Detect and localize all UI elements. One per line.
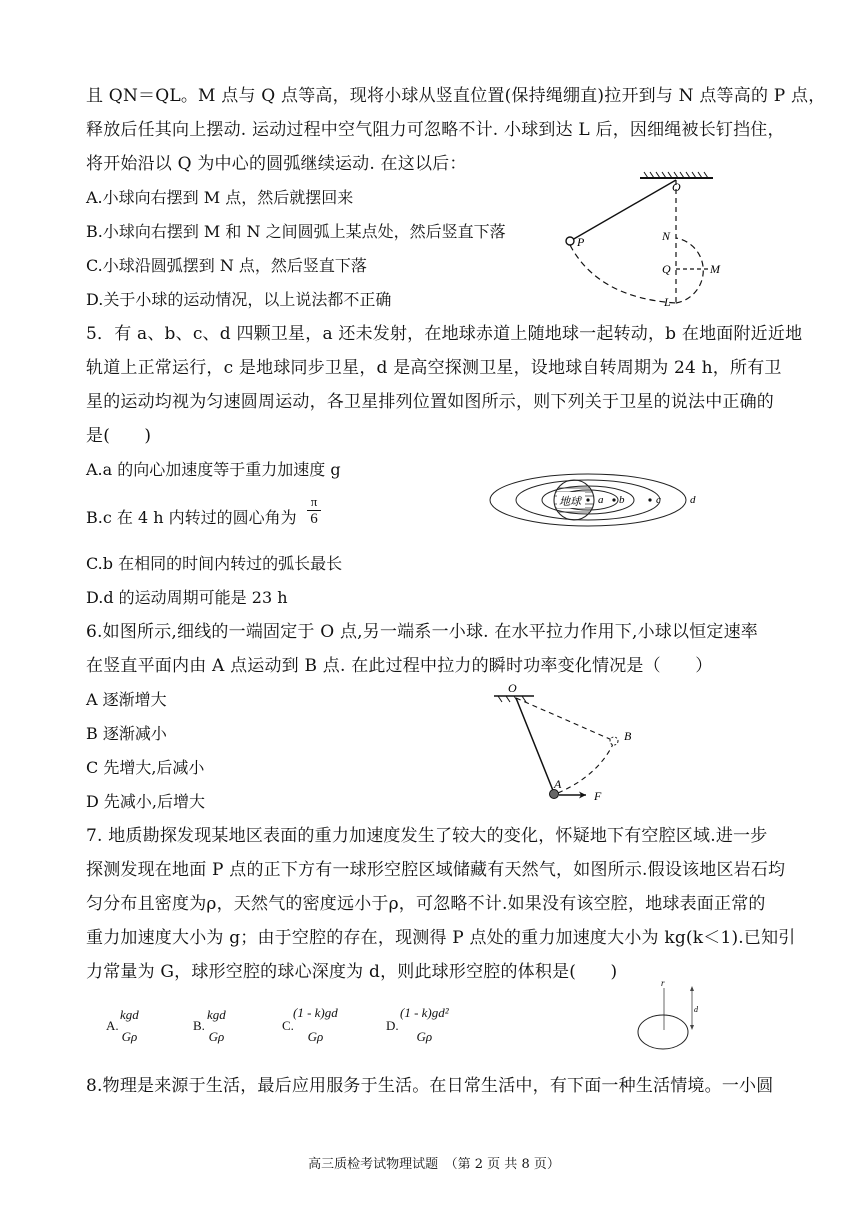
q6-label-b: B xyxy=(624,729,632,743)
q7-option-b-letter: B. xyxy=(193,1018,205,1033)
q7-line-4: 重力加速度大小为 g；由于空腔的存在，现测得 P 点处的重力加速度大小为 kg(k＜1).已知引 xyxy=(86,928,796,948)
q5-fraction-den: 6 xyxy=(310,511,318,527)
q4-label-l: L xyxy=(664,295,671,309)
q7-option-b-num: kgd xyxy=(207,1007,226,1022)
q6-label-f: F xyxy=(594,789,602,803)
q5-label-a: a xyxy=(598,494,604,506)
q7-line-5: 力常量为 G，球形空腔的球心深度为 d，则此球形空腔的体积是( ) xyxy=(86,962,618,982)
q4-label-n: N xyxy=(662,229,671,243)
q6-option-d: D 先减小,后增大 xyxy=(86,792,206,811)
q7-option-c-den: Gρ xyxy=(307,1029,324,1044)
q7-option-a-den: Gρ xyxy=(121,1029,138,1044)
q5-option-a: A.a 的向心加速度等于重力加速度 g xyxy=(86,460,341,479)
q4-option-d: D.关于小球的运动情况，以上说法都不正确 xyxy=(86,290,392,309)
q5-line-4: 是( ) xyxy=(86,426,152,446)
q5-line-1: 5．有 a、b、c、d 四颗卫星，a 还未发射，在地球赤道上随地球一起转动，b 在地面附近近地 xyxy=(86,324,803,344)
q5-option-d: D.d 的运动周期可能是 23 h xyxy=(86,588,288,607)
q5-option-c: C.b 在相同的时间内转过的弧长最长 xyxy=(86,554,343,573)
q7-label-d: d xyxy=(694,1005,698,1014)
q5-label-c: c xyxy=(656,494,661,506)
q6-pendulum-figure xyxy=(494,680,644,810)
q4-line-3: 将开始沿以 Q 为中心的圆弧继续运动. 在这以后： xyxy=(86,154,467,174)
q7-option-b-den: Gρ xyxy=(208,1029,225,1044)
page-footer: 高三质检考试物理试题 （第 2 页 共 8 页） xyxy=(308,1157,560,1172)
q4-option-b: B.小球向右摆到 M 和 N 之间圆弧上某点处，然后竖直下落 xyxy=(86,222,506,241)
q4-line-1: 且 QN＝QL。M 点与 Q 点等高，现将小球从竖直位置(保持绳绷直)拉开到与 N 点等高的 P 点， xyxy=(86,86,826,106)
q6-option-a: A 逐渐增大 xyxy=(86,690,167,709)
q6-label-a: A xyxy=(554,777,562,791)
q4-label-o: O xyxy=(672,180,681,194)
q6-line-2: 在竖直平面内由 A 点运动到 B 点. 在此过程中拉力的瞬时功率变化情况是（ ） xyxy=(86,656,713,676)
q4-label-m: M xyxy=(710,262,720,276)
q5-line-2: 轨道上正常运行，c 是地球同步卫星，d 是高空探测卫星，设地球自转周期为 24 h，所有卫 xyxy=(86,358,782,378)
q7-option-c-letter: C. xyxy=(282,1018,294,1033)
q5-fraction-num: π xyxy=(307,494,321,511)
q4-option-c: C.小球沿圆弧摆到 N 点，然后竖直下落 xyxy=(86,256,367,275)
q4-option-a: A.小球向右摆到 M 点，然后就摆回来 xyxy=(86,188,354,207)
q6-option-c: C 先增大,后减小 xyxy=(86,758,205,777)
q6-option-b: B 逐渐减小 xyxy=(86,724,167,743)
q7-cavity-figure xyxy=(630,978,710,1058)
q4-pendulum-figure xyxy=(558,168,738,313)
q7-option-d-letter: D. xyxy=(386,1018,399,1033)
q5-label-earth: 地球 xyxy=(559,496,581,508)
q6-label-o: O xyxy=(508,681,517,695)
q7-option-a-letter: A. xyxy=(106,1018,119,1033)
q8-line-1: 8.物理是来源于生活，最后应用服务于生活。在日常生活中，有下面一种生活情境。一小圆 xyxy=(86,1076,774,1096)
q7-line-1: 7. 地质勘探发现某地区表面的重力加速度发生了较大的变化，怀疑地下有空腔区域.进一步 xyxy=(86,826,768,846)
q6-line-1: 6.如图所示,细线的一端固定于 O 点,另一端系一小球. 在水平拉力作用下,小球以恒定速率 xyxy=(86,622,758,642)
q7-option-d-den: Gρ xyxy=(416,1029,433,1044)
q5-label-d: d xyxy=(690,494,696,506)
q5-line-3: 星的运动均视为匀速圆周运动，各卫星排列位置如图所示，则下列关于卫星的说法中正确的 xyxy=(86,392,774,412)
q4-label-q: Q xyxy=(662,262,671,276)
q5-option-b-fraction xyxy=(307,494,321,528)
q7-option-d-num: (1 - k)gd² xyxy=(400,1005,449,1020)
q5-label-b: b xyxy=(619,494,625,506)
q7-option-c-num: (1 - k)gd xyxy=(293,1005,338,1020)
q7-line-3: 匀分布且密度为ρ，天然气的密度远小于ρ，可忽略不计.如果没有该空腔，地球表面正常的 xyxy=(86,894,766,914)
q4-line-2: 释放后任其向上摆动. 运动过程中空气阻力可忽略不计. 小球到达 L 后，因细绳被长钉挡住， xyxy=(86,120,785,140)
q7-option-a-num: kgd xyxy=(120,1007,139,1022)
q5-satellite-figure xyxy=(490,470,710,530)
q4-label-p: P xyxy=(577,235,585,249)
q7-label-p: r xyxy=(661,978,665,988)
q7-line-2: 探测发现在地面 P 点的正下方有一球形空腔区域储藏有天然气，如图所示.假设该地区岩石均 xyxy=(86,860,786,880)
q5-option-b: B.c 在 4 h 内转过的圆心角为 xyxy=(86,508,297,527)
